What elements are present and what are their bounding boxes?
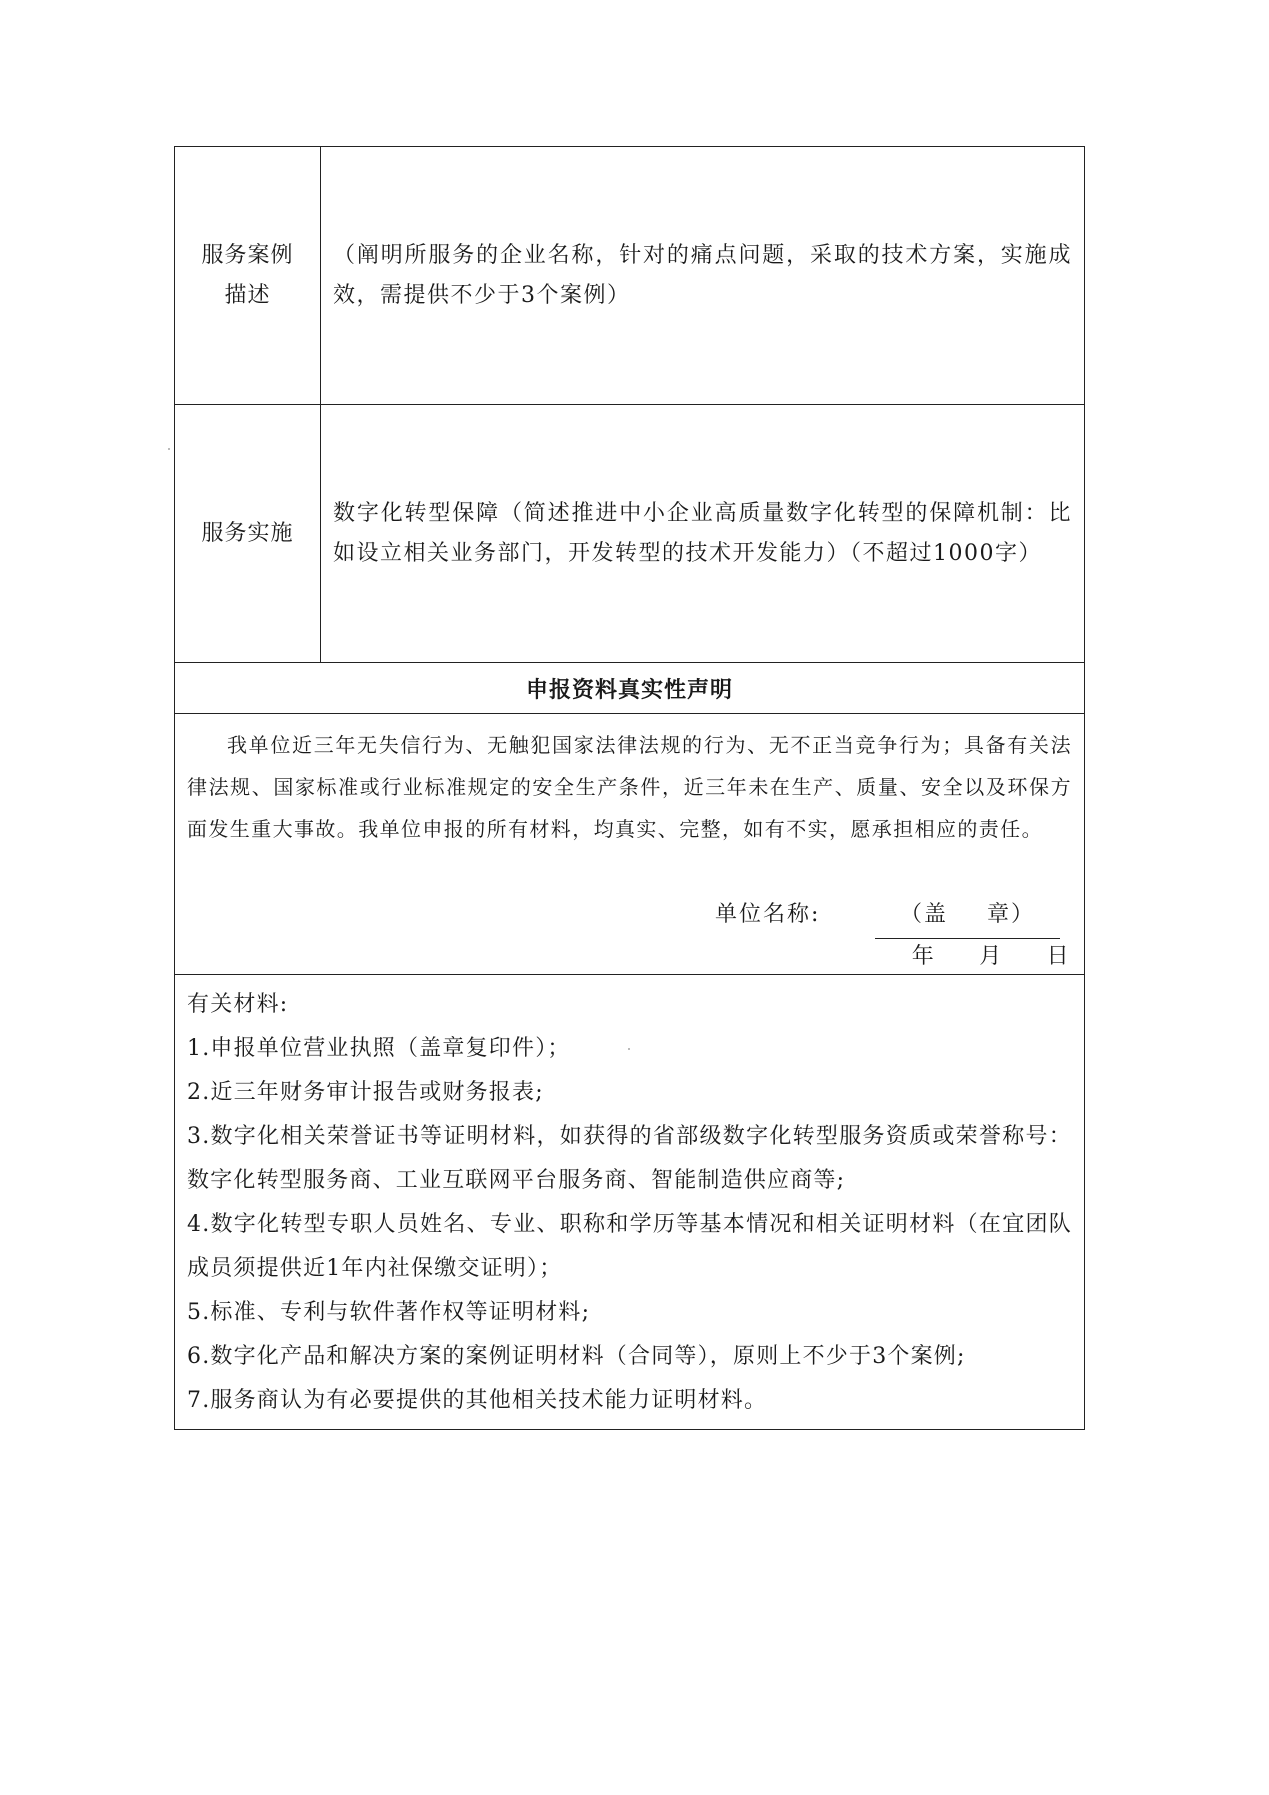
service-case-label-line2: 描述	[224, 282, 271, 308]
unit-name-label: 单位名称:	[715, 902, 821, 927]
service-impl-row	[175, 405, 1084, 663]
service-impl-label: 服务实施	[201, 520, 294, 546]
application-form-table	[174, 146, 1085, 1430]
materials-item: 3.数字化相关荣誉证书等证明材料，如获得的省部级数字化转型服务资质或荣誉称号：数字化转型服务商、工业互联网平台服务商、智能制造供应商等;	[187, 1124, 1072, 1193]
service-case-content-cell	[321, 147, 1084, 404]
materials-item: 7.服务商认为有必要提供的其他相关技术能力证明材料。	[187, 1388, 768, 1413]
materials-section	[175, 975, 1084, 1429]
scan-speck	[628, 1048, 630, 1050]
materials-item: 2.近三年财务审计报告或财务报表;	[187, 1080, 544, 1105]
scan-speck	[168, 448, 170, 450]
service-case-label-cell	[175, 147, 321, 404]
seal-placeholder: （盖 章）	[875, 894, 1060, 939]
service-case-label-line1: 服务案例	[201, 242, 294, 268]
declaration-title: 申报资料真实性声明	[525, 677, 733, 703]
service-impl-label-cell	[175, 405, 321, 662]
service-impl-instructions: 数字化转型保障（简述推进中小企业高质量数字化转型的保障机制：比如设立相关业务部门，开发转型的技术开发能力）（不超过1000字）	[333, 500, 1072, 566]
declaration-block	[175, 714, 1084, 975]
materials-item: 1.申报单位营业执照（盖章复印件）；	[187, 1036, 571, 1061]
service-case-row	[175, 147, 1084, 405]
date-year: 年	[911, 944, 936, 969]
signature-line	[175, 894, 1084, 934]
date-month: 月	[979, 944, 1003, 969]
service-impl-content-cell	[321, 405, 1084, 662]
materials-item: 5.标准、专利与软件著作权等证明材料;	[187, 1300, 591, 1325]
declaration-title-row	[175, 663, 1084, 714]
declaration-text: 我单位近三年无失信行为、无触犯国家法律法规的行为、无不正当竞争行为；具备有关法律法规、国家标准或行业标准规定的安全生产条件，近三年未在生产、质量、安全以及环保方面发生重大事故。我单位申报的所有材料，均真实、完整，如有不实，愿承担相应的责任。	[187, 733, 1072, 841]
service-case-instructions: （阐明所服务的企业名称，针对的痛点问题，采取的技术方案，实施成效，需提供不少于3个案例）	[333, 242, 1072, 308]
date-day: 日	[1046, 944, 1070, 969]
materials-heading: 有关材料:	[187, 992, 289, 1017]
date-line	[912, 936, 1070, 978]
materials-item: 4.数字化转型专职人员姓名、专业、职称和学历等基本情况和相关证明材料（在宜团队成员须提供近1年内社保缴交证明）；	[187, 1212, 1072, 1281]
materials-item: 6.数字化产品和解决方案的案例证明材料（合同等），原则上不少于3个案例;	[187, 1344, 966, 1369]
